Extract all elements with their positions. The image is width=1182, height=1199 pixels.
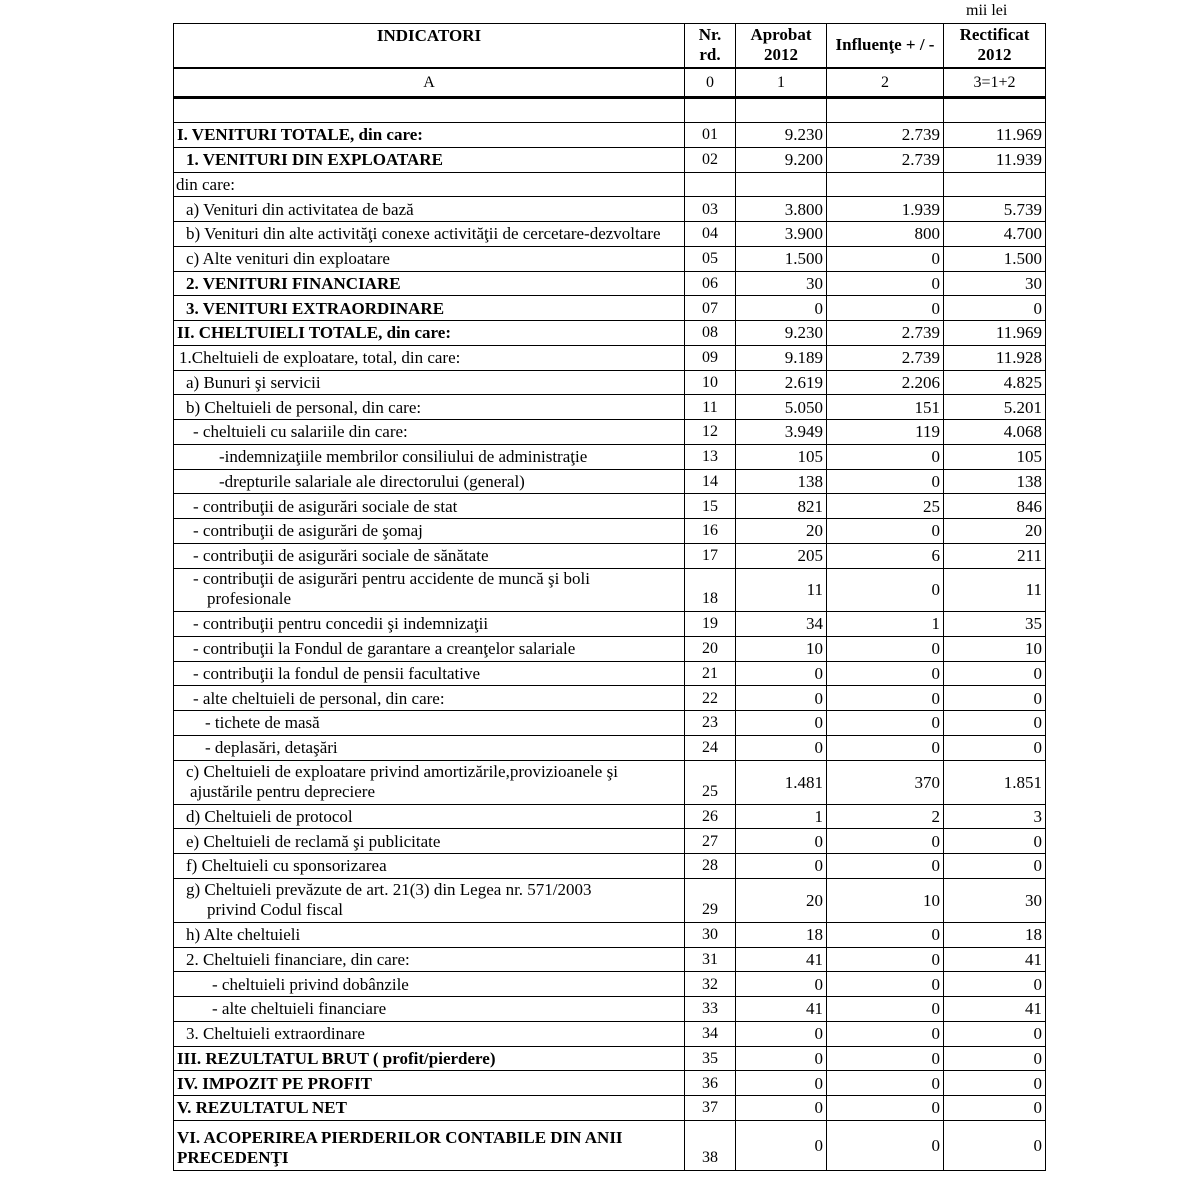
row-number-cell: 26	[685, 804, 736, 829]
influente-cell: 0	[827, 1046, 944, 1071]
rectificat-cell: 11.969	[944, 123, 1046, 148]
rectificat-cell: 18	[944, 922, 1046, 947]
aprobat-cell: 3.900	[736, 222, 827, 247]
row-number-cell: 29	[685, 878, 736, 922]
influente-cell: 0	[827, 296, 944, 321]
indicator-line: c) Cheltuieli de exploatare privind amortizările,provizioanele şi	[186, 761, 618, 781]
header-nr-rd-line: Nr.	[698, 25, 722, 45]
aprobat-cell: 30	[736, 271, 827, 296]
table-row	[174, 661, 1046, 686]
table-row	[174, 197, 1046, 222]
row-number-cell: 03	[685, 197, 736, 222]
aprobat-cell: 20	[736, 519, 827, 544]
row-number-cell: 25	[685, 760, 736, 804]
row-number-cell: 22	[685, 686, 736, 711]
indicator-cell: 1. VENITURI DIN EXPLOATARE	[174, 147, 685, 172]
indicator-cell: 3. Cheltuieli extraordinare	[174, 1021, 685, 1046]
rectificat-cell: 0	[944, 711, 1046, 736]
indicator-cell: II. CHELTUIELI TOTALE, din care:	[174, 321, 685, 346]
aprobat-cell: 41	[736, 997, 827, 1022]
influente-cell: 0	[827, 636, 944, 661]
aprobat-cell: 20	[736, 878, 827, 922]
table-row	[174, 1096, 1046, 1121]
table-row	[174, 271, 1046, 296]
influente-cell: 1	[827, 612, 944, 637]
table-row	[174, 296, 1046, 321]
table-row	[174, 997, 1046, 1022]
row-number-cell: 37	[685, 1096, 736, 1121]
indicator-cell: d) Cheltuieli de protocol	[174, 804, 685, 829]
rectificat-cell: 0	[944, 296, 1046, 321]
indicator-cell: - alte cheltuieli financiare	[174, 997, 685, 1022]
table-row	[174, 444, 1046, 469]
influente-cell: 0	[827, 1021, 944, 1046]
row-number-cell: 09	[685, 345, 736, 370]
indicator-line: ajustările pentru depreciere	[190, 781, 376, 801]
table-row	[174, 922, 1046, 947]
indicator-cell: b) Venituri din alte activităţi conexe activităţii de cercetare-dezvoltare	[174, 222, 685, 247]
aprobat-cell: 1.500	[736, 246, 827, 271]
indicator-cell	[174, 1120, 685, 1170]
influente-cell: 0	[827, 854, 944, 879]
aprobat-cell: 34	[736, 612, 827, 637]
row-number-cell: 34	[685, 1021, 736, 1046]
table-row	[174, 760, 1046, 804]
indicator-cell: IV. IMPOZIT PE PROFIT	[174, 1071, 685, 1096]
indicator-cell: a) Bunuri şi servicii	[174, 370, 685, 395]
indicator-cell: - tichete de masă	[174, 711, 685, 736]
indicator-cell: V. REZULTATUL NET	[174, 1096, 685, 1121]
aprobat-cell: 9.189	[736, 345, 827, 370]
aprobat-cell: 0	[736, 735, 827, 760]
spacer-cell	[736, 98, 827, 123]
aprobat-cell: 41	[736, 947, 827, 972]
header-aprobat-line: Aprobat	[750, 25, 812, 45]
indicator-cell: - contribuţii la Fondul de garantare a creanţelor salariale	[174, 636, 685, 661]
rectificat-cell: 30	[944, 878, 1046, 922]
indicator-cell: 2. Cheltuieli financiare, din care:	[174, 947, 685, 972]
table-row	[174, 829, 1046, 854]
header-aprobat-line: 2012	[764, 45, 798, 65]
influente-cell: 2.206	[827, 370, 944, 395]
indicator-cell	[174, 568, 685, 612]
row-number-cell: 33	[685, 997, 736, 1022]
header-nr-rd	[685, 24, 736, 68]
rectificat-cell: 10	[944, 636, 1046, 661]
row-number-cell: 20	[685, 636, 736, 661]
rectificat-cell: 30	[944, 271, 1046, 296]
table-row	[174, 246, 1046, 271]
table-row	[174, 1120, 1046, 1170]
spacer-row	[174, 98, 1046, 123]
indicator-cell: - cheltuieli cu salariile din care:	[174, 420, 685, 445]
influente-cell: 2.739	[827, 345, 944, 370]
column-code-2: 2	[827, 68, 944, 98]
rectificat-cell: 211	[944, 543, 1046, 568]
table-row	[174, 947, 1046, 972]
indicator-cell: 2. VENITURI FINANCIARE	[174, 271, 685, 296]
table-row	[174, 1021, 1046, 1046]
influente-cell: 0	[827, 829, 944, 854]
row-number-cell: 08	[685, 321, 736, 346]
influente-cell: 2.739	[827, 321, 944, 346]
indicator-cell: - contribuţii la fondul de pensii facultative	[174, 661, 685, 686]
indicator-cell: - contribuţii de asigurări de şomaj	[174, 519, 685, 544]
row-number-cell: 38	[685, 1120, 736, 1170]
column-code-3: 3=1+2	[944, 68, 1046, 98]
indicator-cell: I. VENITURI TOTALE, din care:	[174, 123, 685, 148]
row-number-cell: 36	[685, 1071, 736, 1096]
spacer-cell	[944, 98, 1046, 123]
table-row	[174, 494, 1046, 519]
influente-cell: 0	[827, 661, 944, 686]
aprobat-cell: 0	[736, 854, 827, 879]
rectificat-cell: 0	[944, 972, 1046, 997]
aprobat-cell: 18	[736, 922, 827, 947]
rectificat-cell: 41	[944, 997, 1046, 1022]
rectificat-cell: 1.851	[944, 760, 1046, 804]
table-row	[174, 804, 1046, 829]
header-rectificat-line: 2012	[977, 45, 1012, 65]
table-row	[174, 123, 1046, 148]
influente-cell: 119	[827, 420, 944, 445]
row-number-cell: 14	[685, 469, 736, 494]
rectificat-cell: 35	[944, 612, 1046, 637]
row-number-cell: 21	[685, 661, 736, 686]
table-row	[174, 612, 1046, 637]
aprobat-cell: 0	[736, 1021, 827, 1046]
header-nr-rd-line: rd.	[699, 45, 721, 65]
header-row	[174, 24, 1046, 68]
rectificat-cell: 846	[944, 494, 1046, 519]
row-number-cell: 31	[685, 947, 736, 972]
rectificat-cell: 5.739	[944, 197, 1046, 222]
row-number-cell: 02	[685, 147, 736, 172]
table-row	[174, 222, 1046, 247]
row-number-cell: 05	[685, 246, 736, 271]
aprobat-cell: 205	[736, 543, 827, 568]
rectificat-cell: 0	[944, 661, 1046, 686]
header-indicatori: INDICATORI	[174, 24, 685, 68]
table-row	[174, 1046, 1046, 1071]
aprobat-cell: 0	[736, 1071, 827, 1096]
influente-cell	[827, 172, 944, 197]
rectificat-cell: 0	[944, 1071, 1046, 1096]
row-number-cell: 17	[685, 543, 736, 568]
row-number-cell: 06	[685, 271, 736, 296]
aprobat-cell: 0	[736, 829, 827, 854]
indicator-cell: din care:	[174, 172, 685, 197]
influente-cell: 0	[827, 735, 944, 760]
rectificat-cell: 4.700	[944, 222, 1046, 247]
column-code-0: 0	[685, 68, 736, 98]
influente-cell: 151	[827, 395, 944, 420]
influente-cell: 10	[827, 878, 944, 922]
rectificat-cell: 0	[944, 1096, 1046, 1121]
table-row	[174, 172, 1046, 197]
influente-cell: 0	[827, 519, 944, 544]
indicator-cell: - cheltuieli privind dobânzile	[174, 972, 685, 997]
table-row	[174, 1071, 1046, 1096]
indicator-cell: - contribuţii de asigurări sociale de sănătate	[174, 543, 685, 568]
aprobat-cell: 10	[736, 636, 827, 661]
influente-cell: 2.739	[827, 147, 944, 172]
aprobat-cell: 138	[736, 469, 827, 494]
row-number-cell: 12	[685, 420, 736, 445]
aprobat-cell: 9.200	[736, 147, 827, 172]
indicator-cell: b) Cheltuieli de personal, din care:	[174, 395, 685, 420]
indicator-line: PRECEDENŢI	[177, 1147, 289, 1167]
row-number-cell: 28	[685, 854, 736, 879]
row-number-cell: 27	[685, 829, 736, 854]
aprobat-cell: 9.230	[736, 321, 827, 346]
table-row	[174, 469, 1046, 494]
row-number-cell: 30	[685, 922, 736, 947]
row-number-cell: 23	[685, 711, 736, 736]
rectificat-cell: 11.928	[944, 345, 1046, 370]
influente-cell: 1.939	[827, 197, 944, 222]
aprobat-cell: 0	[736, 972, 827, 997]
influente-cell: 0	[827, 444, 944, 469]
row-number-cell	[685, 172, 736, 197]
table-row	[174, 878, 1046, 922]
influente-cell: 0	[827, 568, 944, 612]
aprobat-cell: 0	[736, 661, 827, 686]
rectificat-cell: 0	[944, 1120, 1046, 1170]
table-row	[174, 543, 1046, 568]
row-number-cell: 04	[685, 222, 736, 247]
table-row	[174, 147, 1046, 172]
aprobat-cell: 3.949	[736, 420, 827, 445]
row-number-cell: 16	[685, 519, 736, 544]
aprobat-cell: 1.481	[736, 760, 827, 804]
aprobat-cell: 0	[736, 686, 827, 711]
influente-cell: 0	[827, 1096, 944, 1121]
indicator-line: g) Cheltuieli prevăzute de art. 21(3) din Legea nr. 571/2003	[186, 879, 592, 899]
rectificat-cell: 1.500	[944, 246, 1046, 271]
indicator-cell	[174, 760, 685, 804]
indicator-cell: a) Venituri din activitatea de bază	[174, 197, 685, 222]
row-number-cell: 15	[685, 494, 736, 519]
rectificat-cell: 138	[944, 469, 1046, 494]
rectificat-cell: 11.939	[944, 147, 1046, 172]
indicator-cell: - alte cheltuieli de personal, din care:	[174, 686, 685, 711]
influente-cell: 0	[827, 947, 944, 972]
aprobat-cell	[736, 172, 827, 197]
spacer-cell	[174, 98, 685, 123]
influente-cell: 2	[827, 804, 944, 829]
row-number-cell: 24	[685, 735, 736, 760]
table-row	[174, 370, 1046, 395]
table-row	[174, 321, 1046, 346]
table-row	[174, 636, 1046, 661]
row-number-cell: 19	[685, 612, 736, 637]
aprobat-cell: 0	[736, 711, 827, 736]
rectificat-cell: 3	[944, 804, 1046, 829]
indicator-cell: - deplasări, detaşări	[174, 735, 685, 760]
indicator-line: VI. ACOPERIREA PIERDERILOR CONTABILE DIN ANII	[177, 1127, 623, 1147]
influente-cell: 2.739	[827, 123, 944, 148]
table-row	[174, 854, 1046, 879]
table-header	[174, 24, 1046, 98]
row-number-cell: 10	[685, 370, 736, 395]
table-row	[174, 686, 1046, 711]
row-number-cell: 32	[685, 972, 736, 997]
indicator-cell: -drepturile salariale ale directorului (general)	[174, 469, 685, 494]
table-row	[174, 735, 1046, 760]
header-influente: Influenţe + / -	[827, 24, 944, 68]
influente-cell: 0	[827, 469, 944, 494]
influente-cell: 0	[827, 997, 944, 1022]
indicator-cell: - contribuţii de asigurări sociale de stat	[174, 494, 685, 519]
rectificat-cell: 0	[944, 1046, 1046, 1071]
aprobat-cell: 0	[736, 1120, 827, 1170]
table-row	[174, 711, 1046, 736]
header-aprobat	[736, 24, 827, 68]
aprobat-cell: 2.619	[736, 370, 827, 395]
influente-cell: 0	[827, 972, 944, 997]
column-code-1: 1	[736, 68, 827, 98]
indicator-line: privind Codul fiscal	[207, 899, 343, 919]
rectificat-cell: 0	[944, 686, 1046, 711]
indicator-cell: c) Alte venituri din exploatare	[174, 246, 685, 271]
indicator-cell: -indemnizaţiile membrilor consiliului de administraţie	[174, 444, 685, 469]
table-body	[174, 98, 1046, 1171]
influente-cell: 0	[827, 1120, 944, 1170]
aprobat-cell: 5.050	[736, 395, 827, 420]
row-number-cell: 35	[685, 1046, 736, 1071]
aprobat-cell: 1	[736, 804, 827, 829]
indicator-cell: 1.Cheltuieli de exploatare, total, din care:	[174, 345, 685, 370]
indicator-cell: f) Cheltuieli cu sponsorizarea	[174, 854, 685, 879]
spacer-cell	[827, 98, 944, 123]
aprobat-cell: 105	[736, 444, 827, 469]
header-rectificat	[944, 24, 1046, 68]
aprobat-cell: 0	[736, 1046, 827, 1071]
influente-cell: 0	[827, 922, 944, 947]
indicator-line: profesionale	[207, 589, 292, 608]
rectificat-cell: 0	[944, 829, 1046, 854]
influente-cell: 25	[827, 494, 944, 519]
table-row	[174, 420, 1046, 445]
spacer-cell	[685, 98, 736, 123]
rectificat-cell: 11	[944, 568, 1046, 612]
budget-table	[173, 23, 1046, 1171]
rectificat-cell	[944, 172, 1046, 197]
row-number-cell: 18	[685, 568, 736, 612]
aprobat-cell: 11	[736, 568, 827, 612]
rectificat-cell: 105	[944, 444, 1046, 469]
rectificat-cell: 0	[944, 1021, 1046, 1046]
indicator-cell: h) Alte cheltuieli	[174, 922, 685, 947]
influente-cell: 0	[827, 686, 944, 711]
indicator-line: - contribuţii de asigurări pentru accidente de muncă şi boli	[193, 569, 591, 588]
rectificat-cell: 5.201	[944, 395, 1046, 420]
influente-cell: 0	[827, 711, 944, 736]
indicator-cell: e) Cheltuieli de reclamă şi publicitate	[174, 829, 685, 854]
rectificat-cell: 41	[944, 947, 1046, 972]
aprobat-cell: 3.800	[736, 197, 827, 222]
indicator-cell: III. REZULTATUL BRUT ( profit/pierdere)	[174, 1046, 685, 1071]
aprobat-cell: 0	[736, 296, 827, 321]
rectificat-cell: 11.969	[944, 321, 1046, 346]
table-row	[174, 972, 1046, 997]
rectificat-cell: 4.825	[944, 370, 1046, 395]
row-number-cell: 01	[685, 123, 736, 148]
influente-cell: 800	[827, 222, 944, 247]
table-row	[174, 395, 1046, 420]
rectificat-cell: 20	[944, 519, 1046, 544]
rectificat-cell: 4.068	[944, 420, 1046, 445]
row-number-cell: 07	[685, 296, 736, 321]
table-row	[174, 568, 1046, 612]
aprobat-cell: 0	[736, 1096, 827, 1121]
aprobat-cell: 9.230	[736, 123, 827, 148]
aprobat-cell: 821	[736, 494, 827, 519]
indicator-cell: 3. VENITURI EXTRAORDINARE	[174, 296, 685, 321]
column-code-a: A	[174, 68, 685, 98]
header-rectificat-line: Rectificat	[959, 25, 1030, 45]
table-row	[174, 345, 1046, 370]
influente-cell: 0	[827, 271, 944, 296]
influente-cell: 0	[827, 246, 944, 271]
influente-cell: 370	[827, 760, 944, 804]
influente-cell: 0	[827, 1071, 944, 1096]
table-row	[174, 519, 1046, 544]
unit-note: mii lei	[966, 2, 1008, 19]
row-number-cell: 11	[685, 395, 736, 420]
column-code-row	[174, 68, 1046, 98]
influente-cell: 6	[827, 543, 944, 568]
row-number-cell: 13	[685, 444, 736, 469]
rectificat-cell: 0	[944, 854, 1046, 879]
indicator-cell: - contribuţii pentru concedii şi indemnizaţii	[174, 612, 685, 637]
rectificat-cell: 0	[944, 735, 1046, 760]
indicator-cell	[174, 878, 685, 922]
